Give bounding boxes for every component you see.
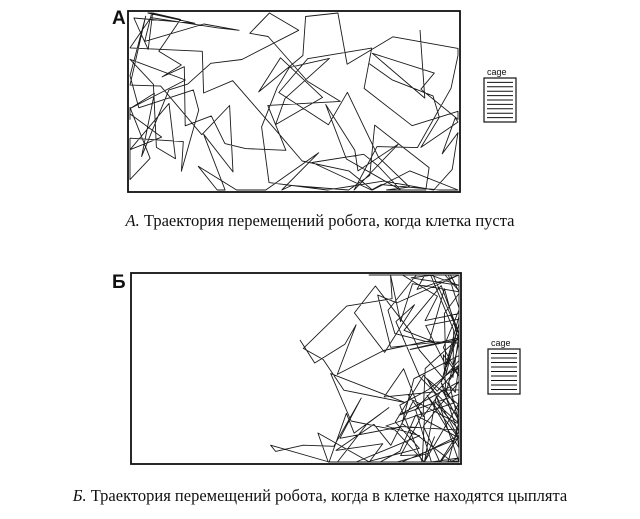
panel-b-cage — [488, 338, 520, 394]
panel-a-arena — [128, 11, 460, 192]
panel-b-caption: Б. Траектория перемещений робота, когда в клетке находятся цыплята — [72, 486, 568, 505]
panel-a-cage-label: cage — [487, 67, 507, 77]
panel-a-caption: А. Траектория перемещений робота, когда клетка пуста — [125, 211, 515, 230]
panel-a-cage — [484, 67, 516, 122]
panel-b-label: Б — [112, 272, 126, 293]
panel-b-cage-label: cage — [491, 338, 511, 348]
panel-a-label: А — [112, 8, 126, 29]
